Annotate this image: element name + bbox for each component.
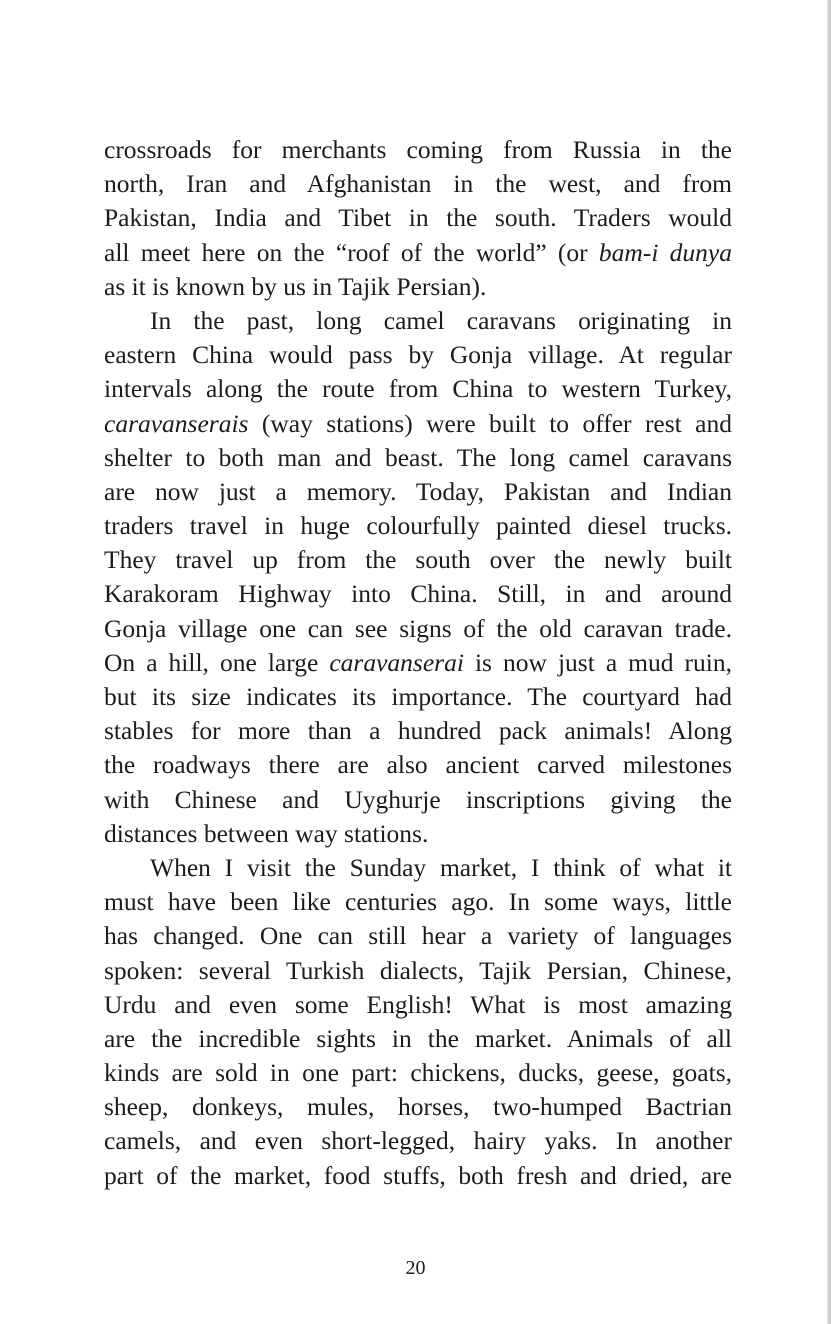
text-line bbox=[104, 680, 732, 714]
text-line bbox=[104, 748, 732, 782]
text-line bbox=[104, 236, 732, 270]
text-run: intervals along the route from China to western Turkey, bbox=[104, 374, 732, 404]
text-line bbox=[104, 133, 732, 167]
text-run: part of the market, food stuffs, both fresh and dried, are bbox=[104, 1160, 732, 1190]
text-run: stables for more than a hundred pack animals! Along bbox=[104, 716, 732, 746]
text-line bbox=[104, 577, 732, 611]
text-run: distances between way stations. bbox=[104, 818, 429, 848]
page-edge-shadow bbox=[827, 0, 831, 1324]
italic-term: bam-i dunya bbox=[598, 237, 732, 267]
text-run: Gonja village one can see signs of the old caravan trade. bbox=[104, 613, 732, 643]
text-run: are now just a memory. Today, Pakistan and Indian bbox=[104, 476, 732, 506]
text-run: all meet here on the “roof of the world” (or bbox=[104, 237, 599, 267]
text-line bbox=[104, 509, 732, 543]
text-line bbox=[104, 954, 732, 988]
text-run: Karakoram Highway into China. Still, in and around bbox=[104, 579, 732, 609]
text-line bbox=[104, 543, 732, 577]
text-line bbox=[104, 407, 732, 441]
text-run: traders travel in huge colourfully painted diesel trucks. bbox=[104, 511, 732, 541]
text-line bbox=[104, 167, 732, 201]
text-run: camels, and even short-legged, hairy yaks. In another bbox=[104, 1126, 732, 1156]
text-run: On a hill, one large bbox=[104, 647, 330, 677]
text-line bbox=[104, 1056, 732, 1090]
text-run: In the past, long camel caravans originating in bbox=[150, 305, 732, 335]
text-run: is now just a mud ruin, bbox=[463, 647, 732, 677]
text-line bbox=[104, 612, 732, 646]
text-run: are the incredible sights in the market. Animals of all bbox=[104, 1023, 732, 1053]
text-line bbox=[104, 646, 732, 680]
text-run: shelter to both man and beast. The long camel caravans bbox=[104, 442, 732, 472]
text-run: They travel up from the south over the newly built bbox=[104, 545, 732, 575]
text-run: eastern China would pass by Gonja village. At regular bbox=[104, 340, 732, 370]
text-run: Pakistan, India and Tibet in the south. Traders would bbox=[104, 203, 732, 233]
page-number: 20 bbox=[405, 1257, 426, 1279]
text-run: must have been like centuries ago. In some ways, little bbox=[104, 887, 732, 917]
text-line bbox=[104, 817, 732, 851]
text-line bbox=[104, 270, 732, 304]
text-line bbox=[104, 851, 732, 885]
text-line bbox=[104, 304, 732, 338]
body-text bbox=[104, 133, 732, 1193]
text-run: but its size indicates its importance. The courtyard had bbox=[104, 682, 732, 711]
text-run: spoken: several Turkish dialects, Tajik Persian, Chinese, bbox=[104, 955, 732, 985]
text-line bbox=[104, 714, 732, 748]
italic-term: caravanserais bbox=[104, 408, 249, 438]
text-line bbox=[104, 338, 732, 372]
text-line bbox=[104, 1022, 732, 1056]
text-line bbox=[104, 372, 732, 406]
text-run: (way stations) were built to offer rest and bbox=[248, 408, 732, 438]
text-line bbox=[104, 919, 732, 953]
text-run: with Chinese and Uyghurje inscriptions giving the bbox=[104, 784, 732, 814]
text-line bbox=[104, 1159, 732, 1193]
text-run: kinds are sold in one part: chickens, ducks, geese, goats, bbox=[104, 1058, 732, 1088]
text-run: has changed. One can still hear a variety of languages bbox=[104, 921, 732, 951]
text-run: as it is known by us in Tajik Persian). bbox=[104, 271, 487, 301]
text-run: Urdu and even some English! What is most amazing bbox=[104, 989, 732, 1019]
text-line bbox=[104, 1090, 732, 1124]
text-run: north, Iran and Afghanistan in the west, and from bbox=[104, 169, 732, 199]
italic-term: caravanserai bbox=[329, 647, 464, 677]
text-run: sheep, donkeys, mules, horses, two-humped Bactrian bbox=[104, 1092, 732, 1122]
text-line bbox=[104, 1124, 732, 1158]
text-line bbox=[104, 441, 732, 475]
text-line bbox=[104, 475, 732, 509]
text-run: the roadways there are also ancient carved milestones bbox=[104, 750, 732, 780]
text-line bbox=[104, 885, 732, 919]
text-line bbox=[104, 201, 732, 235]
text-run: When I visit the Sunday market, I think of what it bbox=[150, 852, 732, 882]
text-line bbox=[104, 988, 732, 1022]
text-run: crossroads for merchants coming from Russia in the bbox=[104, 135, 732, 164]
text-line bbox=[104, 783, 732, 817]
